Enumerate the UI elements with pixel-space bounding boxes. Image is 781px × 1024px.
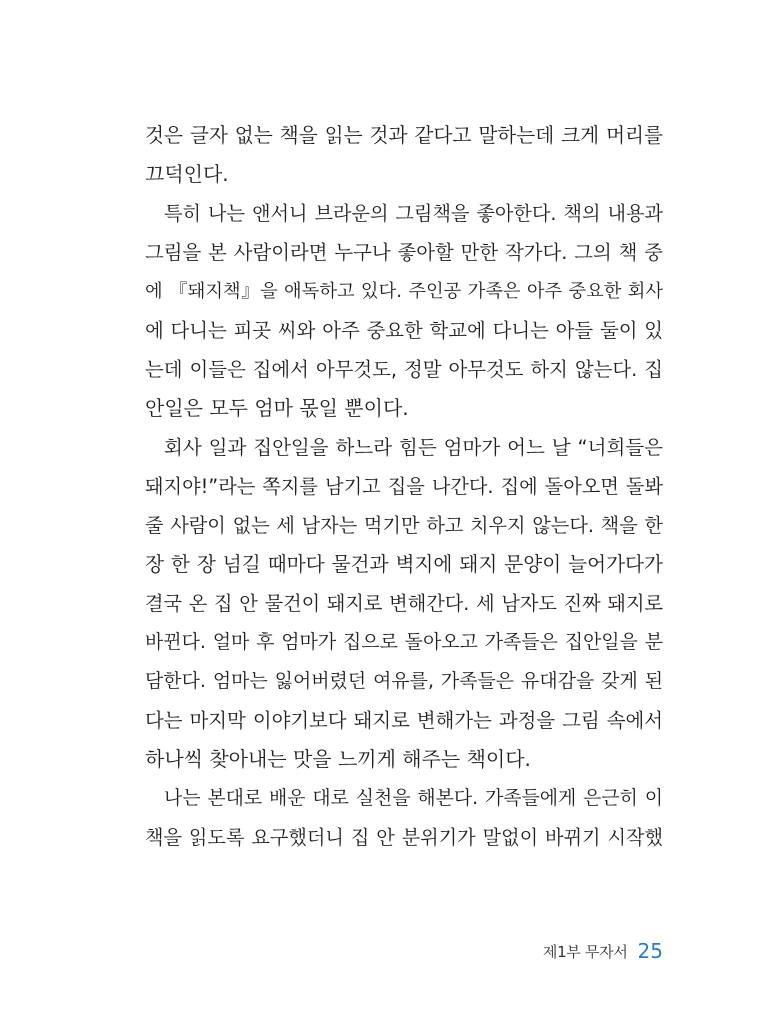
line-text: 책을 읽도록 요구했더니 집 안 분위기가 말없이 바뀌기 시작했 <box>145 826 663 849</box>
section-title: 제1부 무자서 <box>542 942 628 961</box>
page-number: 25 <box>637 939 663 963</box>
body-text <box>145 116 663 857</box>
text-line <box>145 350 663 389</box>
line-text: 돼지야!”라는 쪽지를 남기고 집을 나간다. 집에 돌아오면 돌봐 <box>145 475 663 498</box>
line-text: 는데 이들은 집에서 아무것도, 정말 아무것도 하지 않는다. 집 <box>145 358 663 381</box>
text-line <box>145 116 663 155</box>
paragraph <box>145 194 663 428</box>
line-text: 장 한 장 넘길 때마다 물건과 벽지에 돼지 문양이 늘어가다가 <box>145 553 663 576</box>
text-line <box>145 194 663 233</box>
line-text: 회사 일과 집안일을 하느라 힘든 엄마가 어느 날 “너희들은 <box>164 436 663 459</box>
text-line <box>145 272 663 311</box>
line-text: 다는 마지막 이야기보다 돼지로 변해가는 과정을 그림 속에서 <box>145 709 663 732</box>
text-line <box>145 506 663 545</box>
text-line <box>145 545 663 584</box>
line-text: 안일은 모두 엄마 몫일 뿐이다. <box>145 396 409 420</box>
text-line <box>145 155 663 194</box>
running-footer <box>543 936 663 966</box>
text-line <box>145 662 663 701</box>
line-text: 줄 사람이 없는 세 남자는 먹기만 하고 치우지 않는다. 책을 한 <box>145 514 663 537</box>
line-text: 결국 온 집 안 물건이 돼지로 변해간다. 세 남자도 진짜 돼지로 <box>145 592 663 615</box>
text-line <box>145 740 663 779</box>
line-text: 끄덕인다. <box>145 162 229 186</box>
text-line <box>145 389 663 428</box>
text-line <box>145 311 663 350</box>
text-line <box>145 818 663 857</box>
line-text: 것은 글자 없는 책을 읽는 것과 같다고 말하는데 크게 머리를 <box>145 124 663 147</box>
text-line <box>145 701 663 740</box>
paragraph <box>145 428 663 779</box>
text-line <box>145 584 663 623</box>
line-text: 에 다니는 피곳 씨와 아주 중요한 학교에 다니는 아들 둘이 있 <box>145 319 663 342</box>
text-line <box>145 233 663 272</box>
paragraph <box>145 116 663 194</box>
text-line <box>145 779 663 818</box>
line-text: 특히 나는 앤서니 브라운의 그림책을 좋아한다. 책의 내용과 <box>164 202 663 225</box>
text-line <box>145 428 663 467</box>
paragraph <box>145 779 663 857</box>
line-text: 담한다. 엄마는 잃어버렸던 여유를, 가족들은 유대감을 갖게 된 <box>145 670 663 692</box>
text-line <box>145 623 663 662</box>
line-text: 그림을 본 사람이라면 누구나 좋아할 만한 작가다. 그의 책 중 <box>145 241 663 264</box>
line-text: 바뀐다. 얼마 후 엄마가 집으로 돌아오고 가족들은 집안일을 분 <box>145 631 663 653</box>
line-text: 에 『돼지책』을 애독하고 있다. 주인공 가족은 아주 중요한 회사 <box>145 281 663 302</box>
line-text: 나는 본대로 배운 대로 실천을 해본다. 가족들에게 은근히 이 <box>164 787 663 809</box>
line-text: 하나씩 찾아내는 맛을 느끼게 해주는 책이다. <box>145 747 531 771</box>
text-line <box>145 467 663 506</box>
